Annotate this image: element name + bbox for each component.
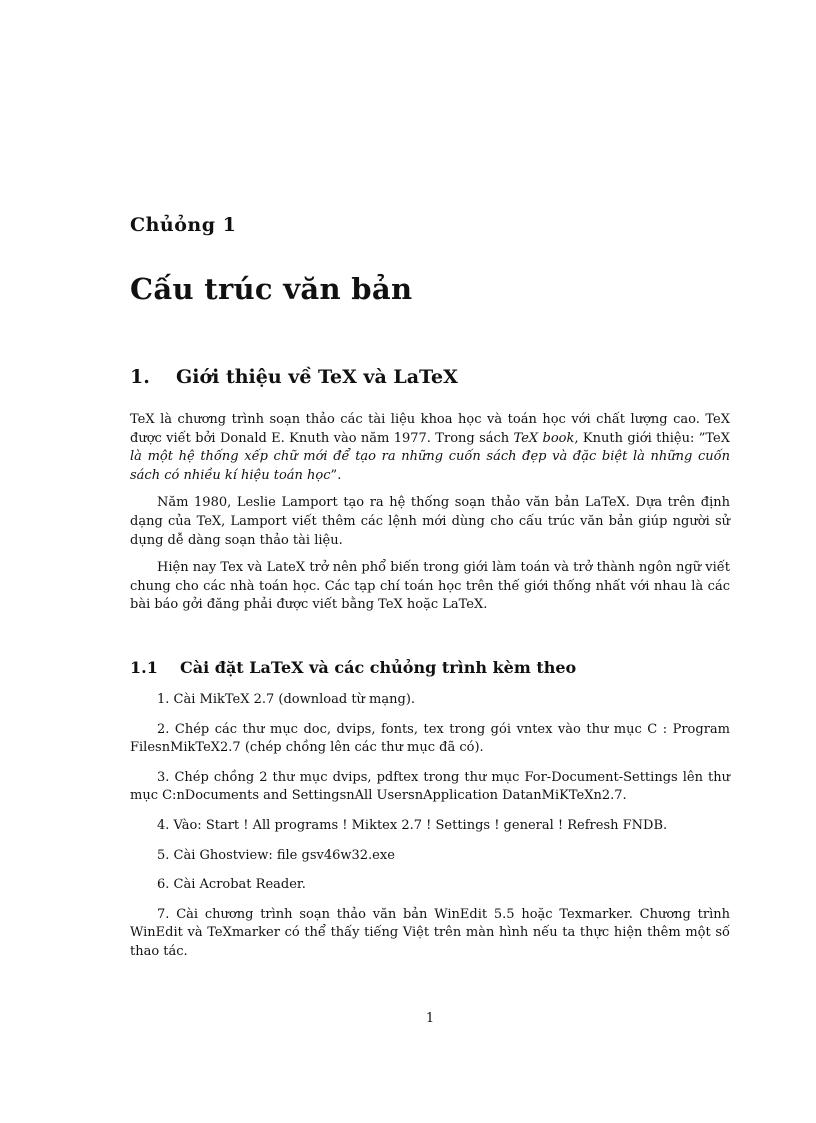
book-title: TeX book	[513, 430, 575, 446]
section-number: 1.	[130, 366, 150, 388]
paragraph-intro-text-a: TeX là chương trình soạn thảo các tài liệu khoa học và toán học với chất lượng cao. TeX được viết bởi Donald E. Knuth vào năm 1977. Trong sách	[130, 412, 730, 446]
chapter-label: Chủỏng 1	[130, 214, 237, 236]
paragraph-intro-text-c: ”.	[330, 467, 342, 483]
page-number: 1	[425, 1011, 435, 1026]
install-step: 5. Cài Ghostview: file gsv46w32.exe	[157, 847, 395, 863]
install-step: 6. Cài Acrobat Reader.	[157, 877, 306, 893]
subsection-title: Cài đặt LaTeX và các chủỏng trình kèm theo	[180, 658, 577, 677]
paragraph-adoption: Hiện nay Tex và LateX trở nên phổ biến trong giới làm toán và trở thành ngôn ngữ viết chung cho các nhà toán học. Các tạp chí toán học trên thế giới thống nhất với nhau là các bài báo gởi đăng phải được viết bằng TeX hoặc LaTeX.	[130, 560, 730, 613]
chapter-title: Cấu trúc văn bản	[130, 272, 413, 306]
paragraph-intro	[130, 411, 730, 485]
install-step: 7. Cài chương trình soạn thảo văn bản WinEdit 5.5 hoặc Texmarker. Chương trình WinEdit và TeXmarker có thể thấy tiếng Việt trên màn hình nếu ta thực hiện thêm một số thao tác.	[130, 906, 730, 959]
install-step: 2. Chép các thư mục doc, dvips, fonts, tex trong gói vntex vào thư mục C : Program FilesnMikTeX2.7 (chép chồng lên các thư mục đã có).	[130, 721, 730, 756]
section-body	[130, 411, 730, 624]
install-step: 1. Cài MikTeX 2.7 (download từ mạng).	[157, 692, 416, 707]
install-step: 3. Chép chồng 2 thư mục dvips, pdftex trong thư mục For-Document-Settings lên thư mục C:nDocuments and SettingsnAll UsersnApplication DatanMiKTeXn2.7.	[130, 769, 730, 804]
section-title: Giới thiệu về TeX và LaTeX	[176, 366, 458, 388]
paragraph-intro-text-b: , Knuth giới thiệu: ”TeX	[574, 430, 730, 446]
knuth-quote: là một hệ thống xếp chữ mới để tạo ra những cuốn sách đẹp và đặc biệt là những cuốn sách có nhiều kí hiệu toán học	[130, 449, 730, 483]
section-heading	[130, 366, 458, 388]
install-steps	[130, 691, 730, 973]
install-step: 4. Vào: Start ! All programs ! Miktex 2.7 ! Settings ! general ! Refresh FNDB.	[157, 817, 668, 833]
paragraph-history: Năm 1980, Leslie Lamport tạo ra hệ thống soạn thảo văn bản LaTeX. Dựa trên định dạng của TeX, Lamport viết thêm các lệnh mới dùng cho cấu trúc văn bản giúp người sử dụng dễ dàng soạn thảo tài liệu.	[130, 495, 730, 548]
subsection-number: 1.1	[130, 658, 158, 677]
subsection-heading	[130, 658, 576, 677]
